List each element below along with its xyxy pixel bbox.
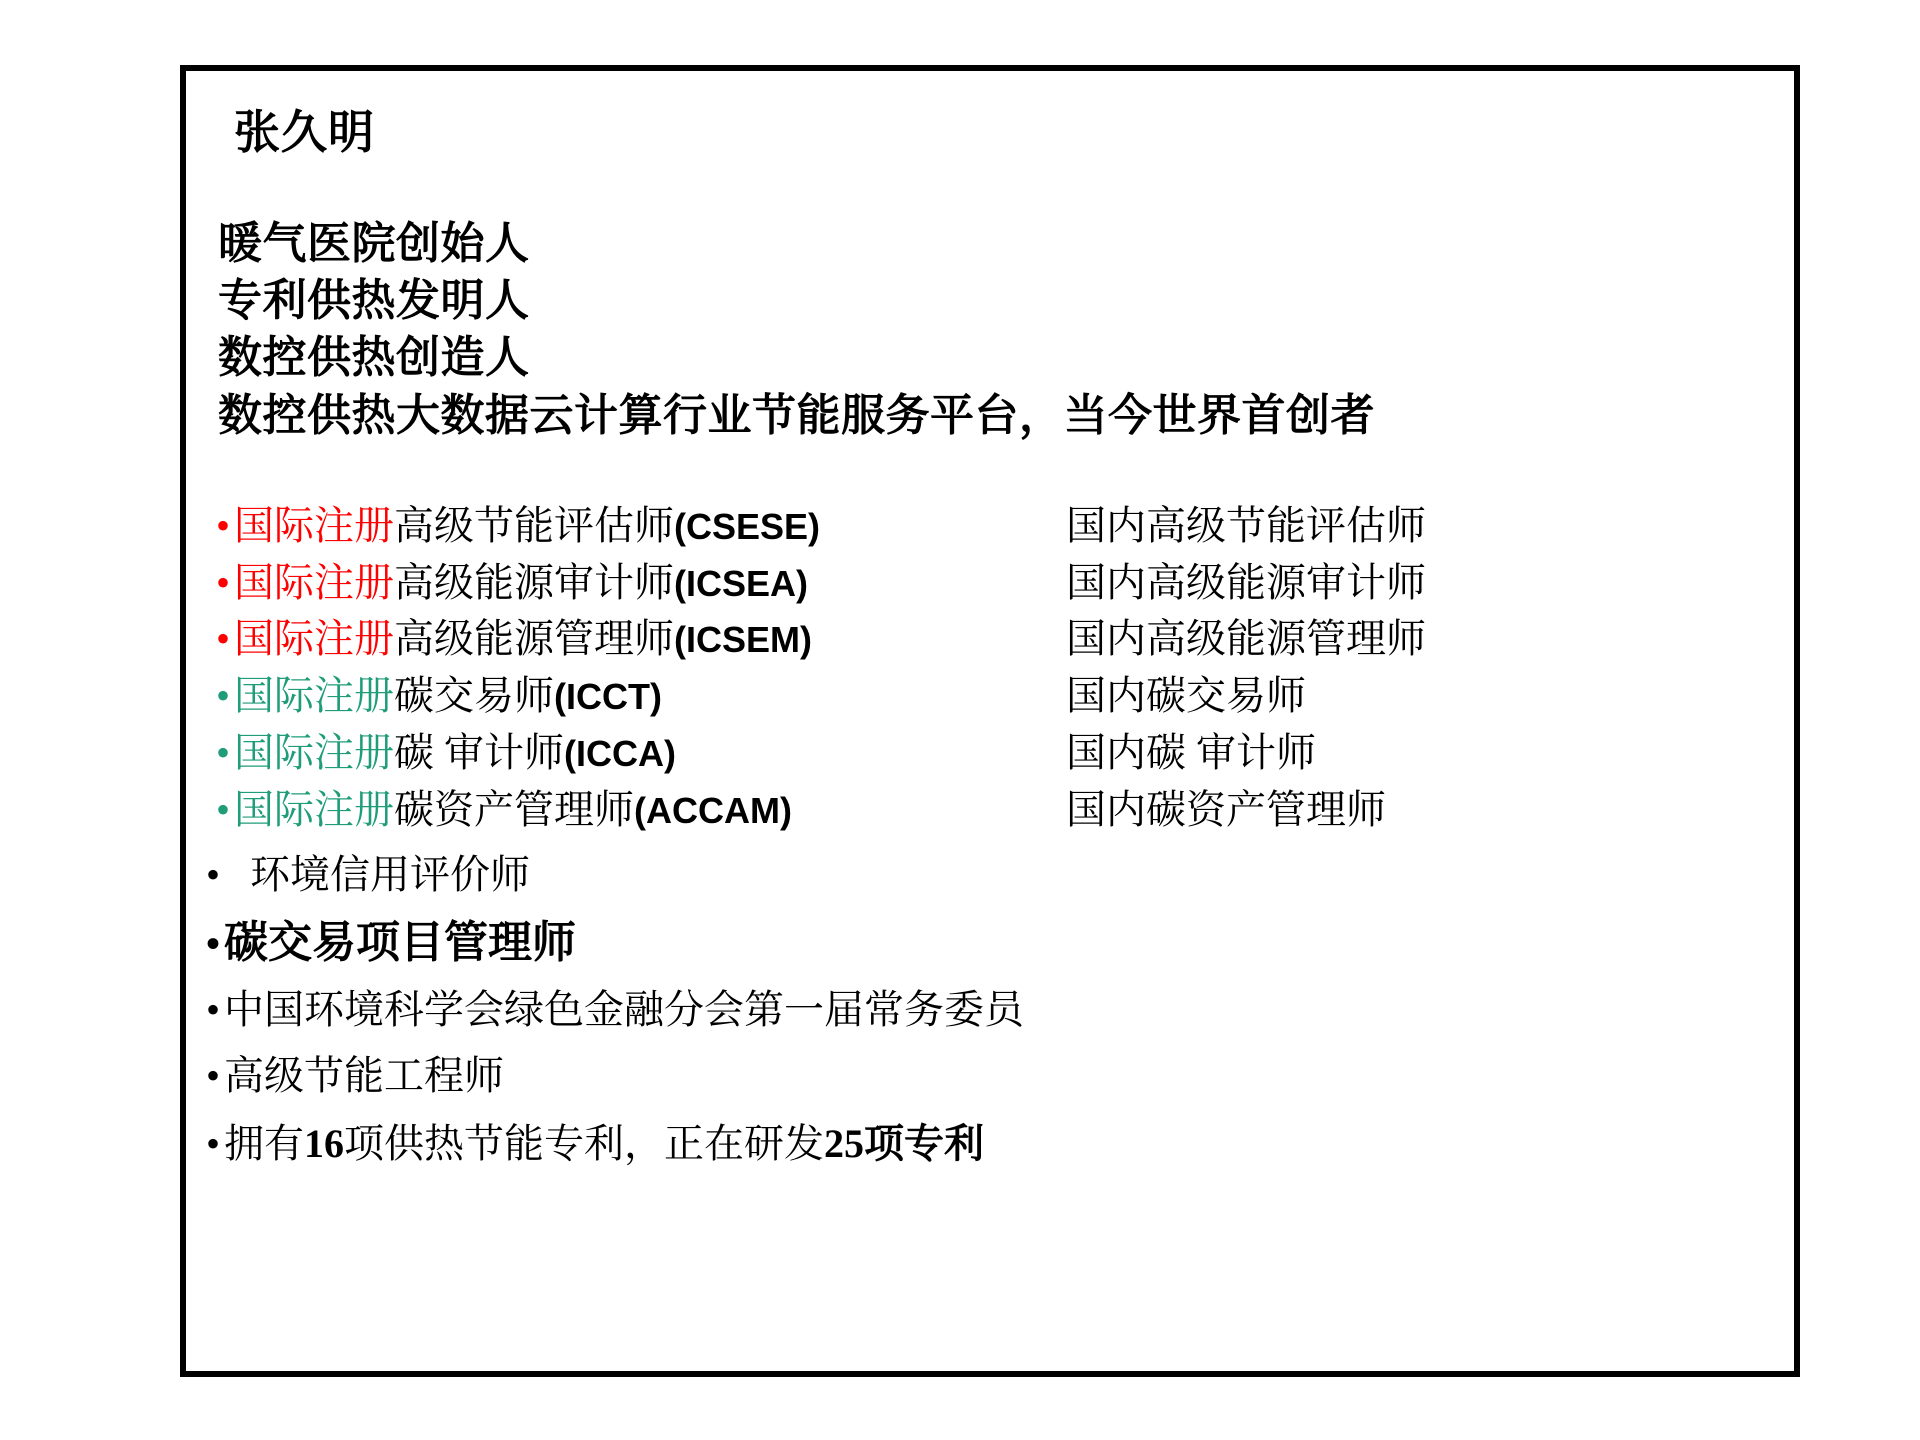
certification-name: 高级能源审计师 xyxy=(394,559,674,605)
extra-list xyxy=(206,839,1766,1175)
certification-list xyxy=(216,498,1766,839)
list-bullet: • xyxy=(206,987,221,1033)
patent-text-part1: 拥有 xyxy=(224,1121,304,1167)
certification-domestic: 国内碳 审计师 xyxy=(1066,729,1316,775)
extra-item-label: 中国环境科学会绿色金融分会第一届常务委员 xyxy=(224,987,1024,1033)
title-line-4: 数控供热大数据云计算行业节能服务平台，当今世界首创者 xyxy=(218,390,1375,440)
certification-left xyxy=(216,498,1066,555)
certification-abbr: (CSESE) xyxy=(674,505,821,547)
list-bullet: • xyxy=(216,673,231,719)
certification-left xyxy=(216,782,1066,839)
certification-name: 碳资产管理师 xyxy=(394,786,634,832)
certification-row xyxy=(216,498,1766,555)
certification-abbr: (ICSEM) xyxy=(674,619,812,661)
certification-name: 碳交易师 xyxy=(394,673,554,719)
certification-abbr: (ICCA) xyxy=(564,732,676,774)
titles-block xyxy=(218,215,1766,444)
list-bullet: • xyxy=(206,1121,221,1167)
list-bullet: • xyxy=(206,920,221,966)
extra-item xyxy=(206,1040,1766,1106)
title-line-3: 数控供热创造人 xyxy=(218,333,530,383)
list-bullet: • xyxy=(216,729,231,775)
certification-left xyxy=(216,725,1066,782)
certification-row xyxy=(216,668,1766,725)
certification-domestic: 国内高级节能评估师 xyxy=(1066,502,1426,548)
certification-domestic: 国内碳资产管理师 xyxy=(1066,786,1386,832)
list-bullet: • xyxy=(216,786,231,832)
list-bullet: • xyxy=(216,559,231,605)
extra-item-label: 高级节能工程师 xyxy=(224,1053,504,1099)
spacer-after-titles xyxy=(206,444,1766,498)
extra-item xyxy=(206,839,1766,905)
certification-row xyxy=(216,725,1766,782)
patent-text-part2: 项供热节能专利，正在研发 xyxy=(344,1121,824,1167)
certification-domestic: 国内高级能源管理师 xyxy=(1066,616,1426,662)
certification-row xyxy=(216,782,1766,839)
certification-left xyxy=(216,555,1066,612)
extra-item-label: 环境信用评价师 xyxy=(250,851,530,897)
certification-abbr: (ICSEA) xyxy=(674,562,808,604)
extra-item xyxy=(206,905,1766,975)
certification-left xyxy=(216,668,1066,725)
title-line-2: 专利供热发明人 xyxy=(218,276,530,326)
certification-domestic: 国内高级能源审计师 xyxy=(1066,559,1426,605)
certification-name: 高级能源管理师 xyxy=(394,616,674,662)
patent-line xyxy=(206,1106,1766,1174)
certification-row xyxy=(216,611,1766,668)
certification-abbr: (ACCAM) xyxy=(634,789,792,831)
title-line-1: 暖气医院创始人 xyxy=(218,219,530,268)
list-bullet: • xyxy=(206,851,221,897)
patent-count-existing: 16 xyxy=(304,1121,344,1167)
content-frame xyxy=(180,65,1800,1377)
spacer-after-name xyxy=(206,155,1766,215)
certification-row xyxy=(216,555,1766,612)
certification-domestic: 国内碳交易师 xyxy=(1066,673,1306,719)
certification-prefix: 国际注册 xyxy=(234,673,394,719)
certification-left xyxy=(216,611,1066,668)
list-bullet: • xyxy=(216,616,231,662)
extra-item xyxy=(206,974,1766,1040)
extra-item-label: 碳交易项目管理师 xyxy=(224,917,576,967)
certification-abbr: (ICCT) xyxy=(554,676,662,718)
list-bullet: • xyxy=(216,502,231,548)
list-bullet: • xyxy=(206,1053,221,1099)
certification-name: 碳 审计师 xyxy=(394,729,564,775)
certification-prefix: 国际注册 xyxy=(234,786,394,832)
certification-prefix: 国际注册 xyxy=(234,559,394,605)
certification-name: 高级节能评估师 xyxy=(394,502,674,548)
patent-count-in-development: 25项专利 xyxy=(824,1121,984,1167)
person-name: 张久明 xyxy=(234,106,375,158)
content-inner xyxy=(186,71,1794,1371)
certification-prefix: 国际注册 xyxy=(234,729,394,775)
certification-prefix: 国际注册 xyxy=(234,616,394,662)
certification-prefix: 国际注册 xyxy=(234,502,394,548)
